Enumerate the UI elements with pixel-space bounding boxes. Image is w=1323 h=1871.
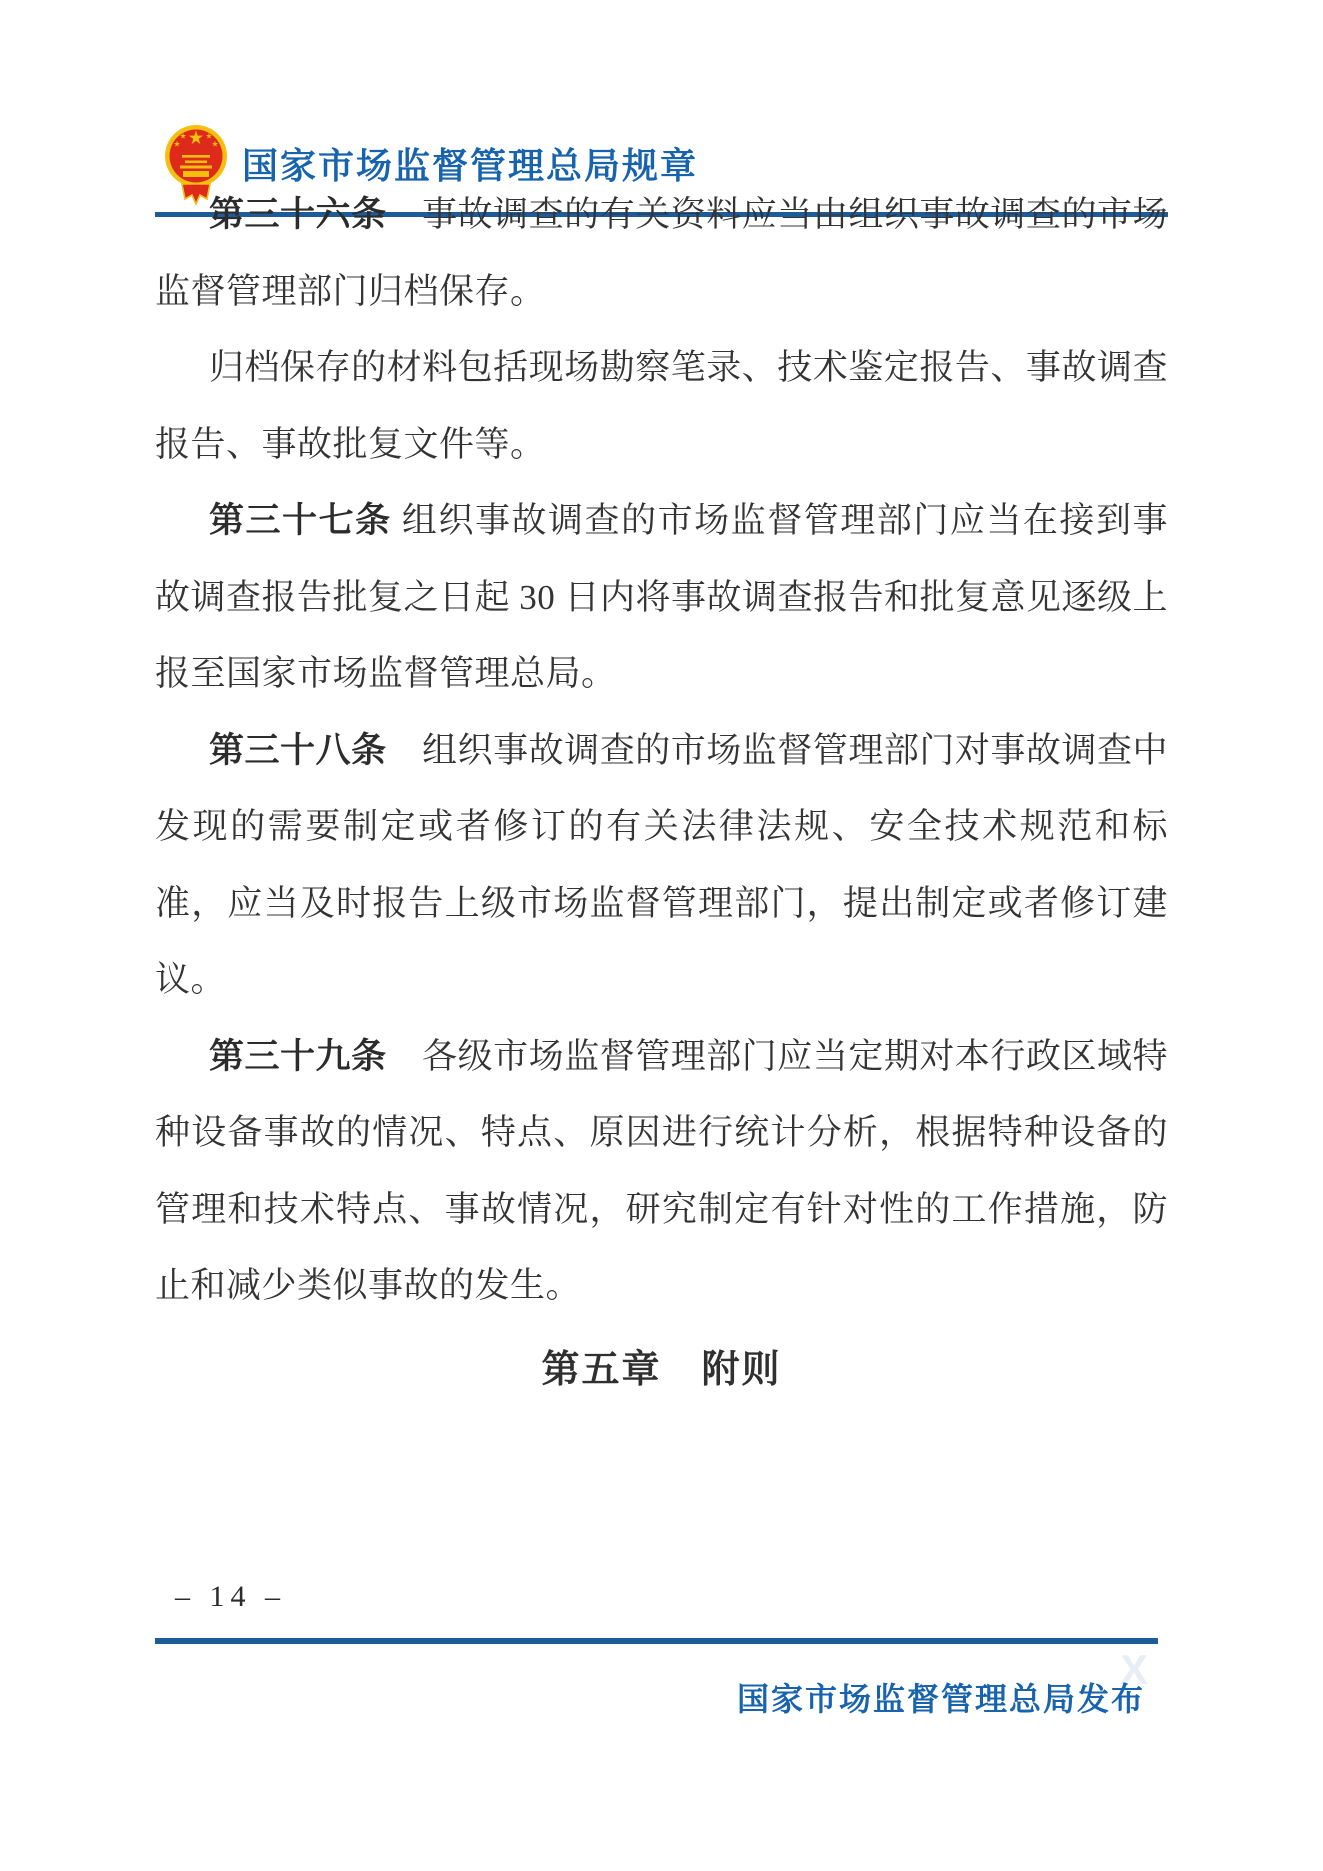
document-body	[155, 177, 1168, 1325]
article-36-paragraph	[155, 177, 1168, 330]
article-39-paragraph	[155, 1019, 1168, 1325]
chapter-heading: 第五章 附则	[541, 1349, 782, 1391]
page-title: 国家市场监督管理总局规章	[242, 145, 699, 186]
article-37-label: 第三十七条	[209, 501, 392, 540]
page-number: – 14 –	[175, 1580, 286, 1613]
publisher-label: 国家市场监督管理总局发布	[736, 1681, 1145, 1717]
article-38-paragraph	[155, 713, 1168, 1019]
footer-divider	[155, 1638, 1158, 1644]
article-36-label: 第三十六条	[209, 195, 387, 234]
watermark-x: X	[1120, 1646, 1149, 1693]
article-39-text: 各级市场监督管理部门应当定期对本行政区域特种设备事故的情况、特点、原因进行统计分析，根据特种设备的管理和技术特点、事故情况，研究制定有针对性的工作措施，防止和减少类似事故的发生。	[155, 1036, 1168, 1305]
article-36-paragraph-2	[155, 330, 1168, 483]
article-38-text: 组织事故调查的市场监督管理部门对事故调查中发现的需要制定或者修订的有关法律法规、安全技术规范和标准，应当及时报告上级市场监督管理部门，提出制定或者修订建议。	[155, 730, 1168, 999]
article-37-paragraph	[155, 483, 1168, 713]
article-36-text-2: 归档保存的材料包括现场勘察笔录、技术鉴定报告、事故调查报告、事故批复文件等。	[155, 348, 1168, 464]
article-36-text: 事故调查的有关资料应当由组织事故调查的市场监督管理部门归档保存。	[155, 195, 1168, 311]
article-39-label: 第三十九条	[209, 1036, 387, 1076]
article-37-text: 组织事故调查的市场监督管理部门应当在接到事故调查报告批复之日起 30 日内将事故调查报告和批复意见逐级上报至国家市场监督管理总局。	[155, 501, 1169, 693]
article-38-label: 第三十八条	[209, 730, 387, 770]
